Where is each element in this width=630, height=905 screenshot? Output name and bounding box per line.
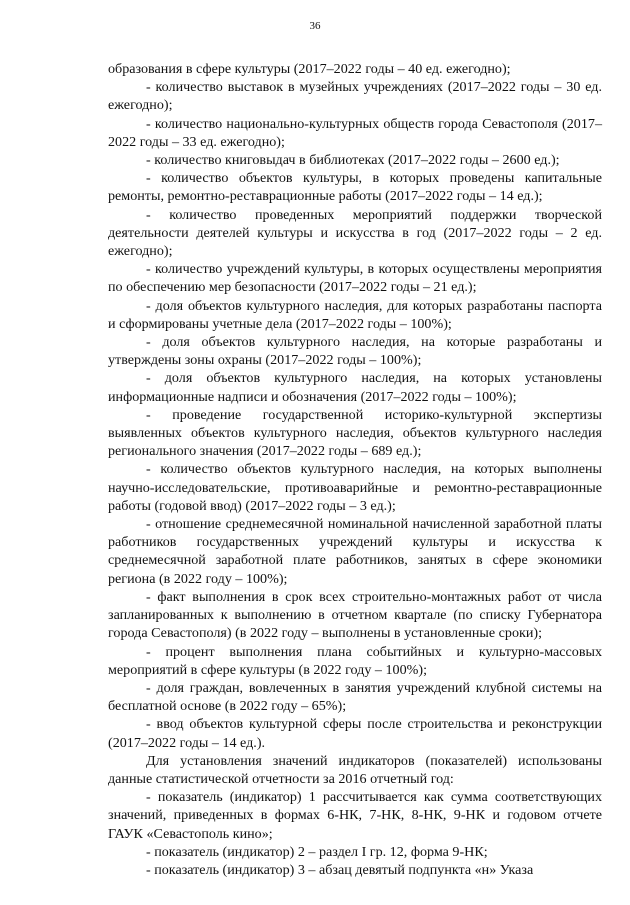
paragraph: - отношение среднемесячной номинальной начисленной заработной платы работников государственных учреждений культуры и искусства к среднемесячной заработной плате работников, занятых в сфере экономики региона (в 2022 году – 100%);	[108, 516, 602, 587]
paragraph: - доля граждан, вовлеченных в занятия учреждений клубной системы на бесплатной основе (в 2022 году – 65%);	[108, 679, 602, 715]
paragraph: - количество учреждений культуры, в которых осуществлены мероприятия по обеспечению мер безопасности (2017–2022 годы – 21 ед.);	[108, 261, 602, 296]
paragraph: Для установления значений индикаторов (показателей) использованы данные статистической отчетности за 2016 отчетный год:	[108, 752, 602, 787]
paragraph: - количество выставок в музейных учреждениях (2017–2022 годы – 30 ед. ежегодно);	[108, 79, 602, 114]
paragraph: - показатель (индикатор) 1 рассчитывается как сумма соответствующих значений, приведенных в формах 6-НК, 7-НК, 8-НК, 9-НК и годовом отчете ГАУК «Севастополь кино»;	[108, 789, 602, 842]
paragraph: - количество объектов культуры, в которых проведены капитальные ремонты, ремонтно-реставрационные работы (2017–2022 годы – 14 ед.);	[108, 170, 602, 205]
paragraph: - процент выполнения плана событийных и культурно-массовых мероприятий в сфере культуры (в 2022 году – 100%);	[108, 643, 602, 678]
paragraph: - доля объектов культурного наследия, для которых разработаны паспорта и сформированы учетные дела (2017–2022 годы – 100%);	[108, 297, 602, 332]
page-number: 36	[309, 20, 321, 32]
paragraph: - показатель (индикатор) 2 – раздел I гр. 12, форма 9-НК;	[146, 843, 488, 860]
paragraph: - количество национально-культурных обществ города Севастополя (2017–2022 годы – 33 ед. ежегодно);	[108, 115, 602, 150]
paragraph: - показатель (индикатор) 3 – абзац девятый подпункта «н» Указа	[146, 861, 534, 878]
paragraph: - количество проведенных мероприятий поддержки творческой деятельности деятелей культуры и искусства в год (2017–2022 годы – 2 ед. ежегодно);	[108, 206, 602, 260]
document-body	[108, 60, 602, 879]
paragraph: - количество объектов культурного наследия, на которых выполнены научно-исследовательские, противоаварийные и ремонтно-реставрационные работы (годовой ввод) (2017–2022 годы – 3 ед.);	[108, 461, 602, 514]
paragraph: - ввод объектов культурной сферы после строительства и реконструкции (2017–2022 годы – 14 ед.).	[108, 716, 602, 751]
paragraph: - количество книговыдач в библиотеках (2017–2022 годы – 2600 ед.);	[146, 152, 560, 169]
paragraph: - факт выполнения в срок всех строительно-монтажных работ от числа запланированных к выполнению в отчетном квартале (по списку Губернатора города Севастополя) (в 2022 году – выполнены в установленные сроки);	[108, 588, 602, 642]
paragraph: образования в сфере культуры (2017–2022 годы – 40 ед. ежегодно);	[108, 61, 511, 77]
paragraph: - доля объектов культурного наследия, на которые разработаны и утверждены зоны охраны (2017–2022 годы – 100%);	[108, 334, 602, 369]
paragraph: - проведение государственной историко-культурной экспертизы выявленных объектов культурного наследия, объектов культурного наследия регионального значения (2017–2022 годы – 689 ед.);	[108, 406, 602, 460]
paragraph: - доля объектов культурного наследия, на которых установлены информационные надписи и обозначения (2017–2022 годы – 100%);	[108, 370, 602, 405]
